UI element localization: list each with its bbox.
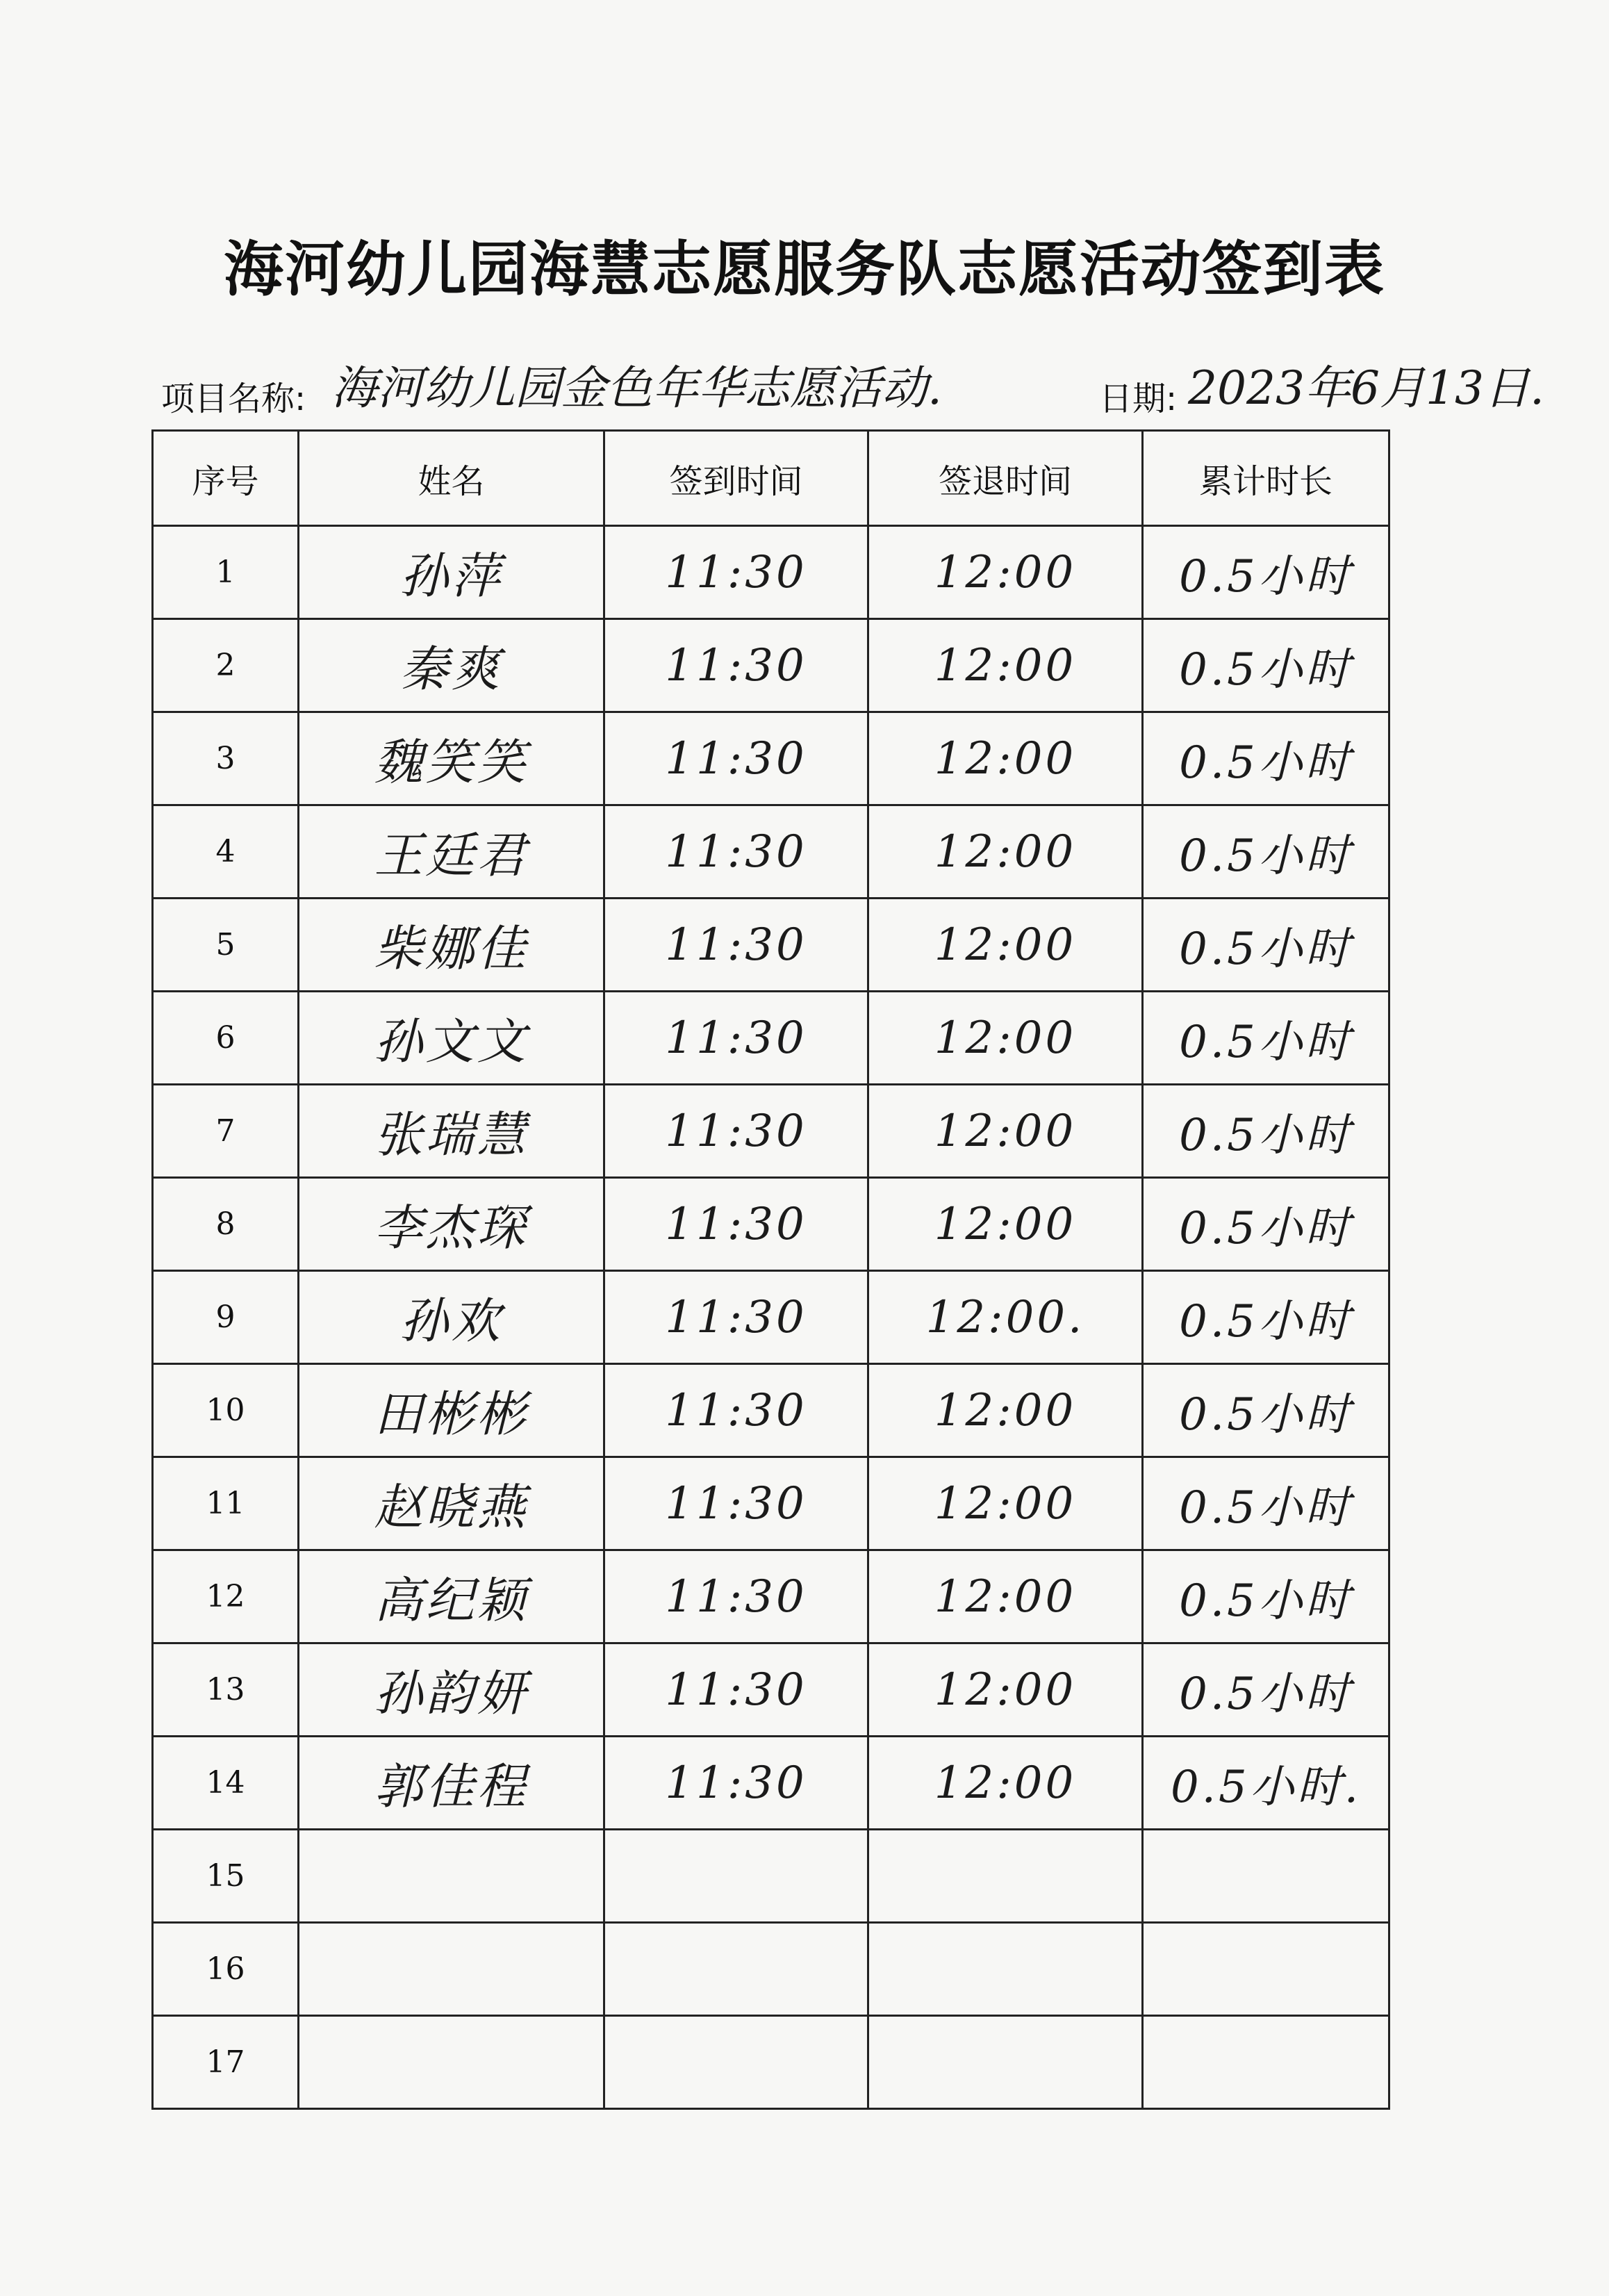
volunteer-name: 柴娜佳 [299,899,604,992]
date-value: 2023年6月13日. [1188,361,1544,415]
row-index: 10 [153,1364,299,1457]
total-duration: 0.5小时 [1143,1643,1389,1737]
table-row [153,2016,1389,2109]
table-row [153,712,1389,805]
form-title: 海河幼儿园海慧志愿服务队志愿活动签到表 [224,235,1385,304]
total-duration: 0.5小时 [1143,1457,1389,1550]
volunteer-name: 张瑞慧 [299,1085,604,1178]
table-row [153,1457,1389,1550]
sign-in-time: 11:30 [604,805,868,899]
date-label: 日期: [1099,379,1178,418]
sign-in-time [604,1830,868,1923]
volunteer-name [299,2016,604,2109]
sign-out-time: 12:00 [868,1550,1143,1643]
sign-in-time: 11:30 [604,1737,868,1830]
total-duration: 0.5小时 [1143,805,1389,899]
sign-out-time: 12:00 [868,1643,1143,1737]
sign-in-time: 11:30 [604,712,868,805]
total-duration [1143,2016,1389,2109]
sign-out-time: 12:00 [868,1178,1143,1271]
table-row [153,1830,1389,1923]
sign-in-time: 11:30 [604,1085,868,1178]
header-sign-in-time: 签到时间 [604,431,868,526]
total-duration [1143,1923,1389,2016]
row-index: 2 [153,619,299,712]
table-row [153,1178,1389,1271]
row-index: 17 [153,2016,299,2109]
sign-in-time: 11:30 [604,619,868,712]
row-index: 13 [153,1643,299,1737]
header-index: 序号 [153,431,299,526]
volunteer-name: 田彬彬 [299,1364,604,1457]
volunteer-name: 赵晓燕 [299,1457,604,1550]
row-index: 12 [153,1550,299,1643]
sign-out-time: 12:00 [868,712,1143,805]
sign-out-time: 12:00 [868,1364,1143,1457]
volunteer-name [299,1830,604,1923]
project-name-value: 海河幼儿园金色年华志愿活动. [331,361,942,415]
volunteer-name: 高纪颖 [299,1550,604,1643]
header-name: 姓名 [299,431,604,526]
row-index: 4 [153,805,299,899]
sign-out-time [868,2016,1143,2109]
sign-in-table [151,429,1390,2110]
sign-in-time: 11:30 [604,1364,868,1457]
total-duration: 0.5小时 [1143,1085,1389,1178]
header-total-duration: 累计时长 [1143,431,1389,526]
sign-out-time [868,1923,1143,2016]
row-index: 8 [153,1178,299,1271]
total-duration: 0.5小时 [1143,1550,1389,1643]
table-row [153,1737,1389,1830]
volunteer-name: 魏笑笑 [299,712,604,805]
total-duration: 0.5小时 [1143,1271,1389,1364]
table-row [153,1923,1389,2016]
sign-out-time: 12:00 [868,1737,1143,1830]
sign-in-time: 11:30 [604,1550,868,1643]
table-row [153,805,1389,899]
total-duration: 0.5小时 [1143,992,1389,1085]
row-index: 16 [153,1923,299,2016]
table-row [153,619,1389,712]
volunteer-name: 孙欢 [299,1271,604,1364]
volunteer-name: 孙文文 [299,992,604,1085]
sign-in-time [604,1923,868,2016]
row-index: 1 [153,526,299,619]
sign-out-time [868,1830,1143,1923]
total-duration: 0.5小时 [1143,899,1389,992]
table-row [153,526,1389,619]
total-duration: 0.5小时 [1143,1178,1389,1271]
volunteer-name: 孙萍 [299,526,604,619]
volunteer-name: 郭佳程 [299,1737,604,1830]
sign-out-time: 12:00. [868,1271,1143,1364]
table-header-row [153,431,1389,526]
sign-in-time: 11:30 [604,1643,868,1737]
volunteer-name: 王廷君 [299,805,604,899]
total-duration [1143,1830,1389,1923]
sign-in-time [604,2016,868,2109]
table-row [153,1271,1389,1364]
total-duration: 0.5小时 [1143,712,1389,805]
table-row [153,1550,1389,1643]
volunteer-name [299,1923,604,2016]
sign-in-time: 11:30 [604,526,868,619]
row-index: 3 [153,712,299,805]
row-index: 15 [153,1830,299,1923]
sign-in-time: 11:30 [604,992,868,1085]
row-index: 6 [153,992,299,1085]
table-row [153,1643,1389,1737]
sign-out-time: 12:00 [868,805,1143,899]
sign-in-time: 11:30 [604,1271,868,1364]
row-index: 5 [153,899,299,992]
total-duration: 0.5小时 [1143,619,1389,712]
volunteer-name: 李杰琛 [299,1178,604,1271]
row-index: 11 [153,1457,299,1550]
sign-out-time: 12:00 [868,619,1143,712]
total-duration: 0.5小时 [1143,1364,1389,1457]
sign-in-time: 11:30 [604,1457,868,1550]
sign-out-time: 12:00 [868,526,1143,619]
total-duration: 0.5小时 [1143,526,1389,619]
project-name-label: 项目名称: [161,379,306,418]
sign-out-time: 12:00 [868,1457,1143,1550]
table-row [153,899,1389,992]
table-row [153,992,1389,1085]
header-sign-out-time: 签退时间 [868,431,1143,526]
row-index: 9 [153,1271,299,1364]
total-duration: 0.5小时. [1143,1737,1389,1830]
table-row [153,1364,1389,1457]
sign-out-time: 12:00 [868,1085,1143,1178]
sign-out-time: 12:00 [868,899,1143,992]
volunteer-name: 秦爽 [299,619,604,712]
sign-out-time: 12:00 [868,992,1143,1085]
row-index: 7 [153,1085,299,1178]
table-row [153,1085,1389,1178]
sign-in-time: 11:30 [604,899,868,992]
form-meta [161,351,1544,427]
sign-in-time: 11:30 [604,1178,868,1271]
row-index: 14 [153,1737,299,1830]
volunteer-name: 孙韵妍 [299,1643,604,1737]
